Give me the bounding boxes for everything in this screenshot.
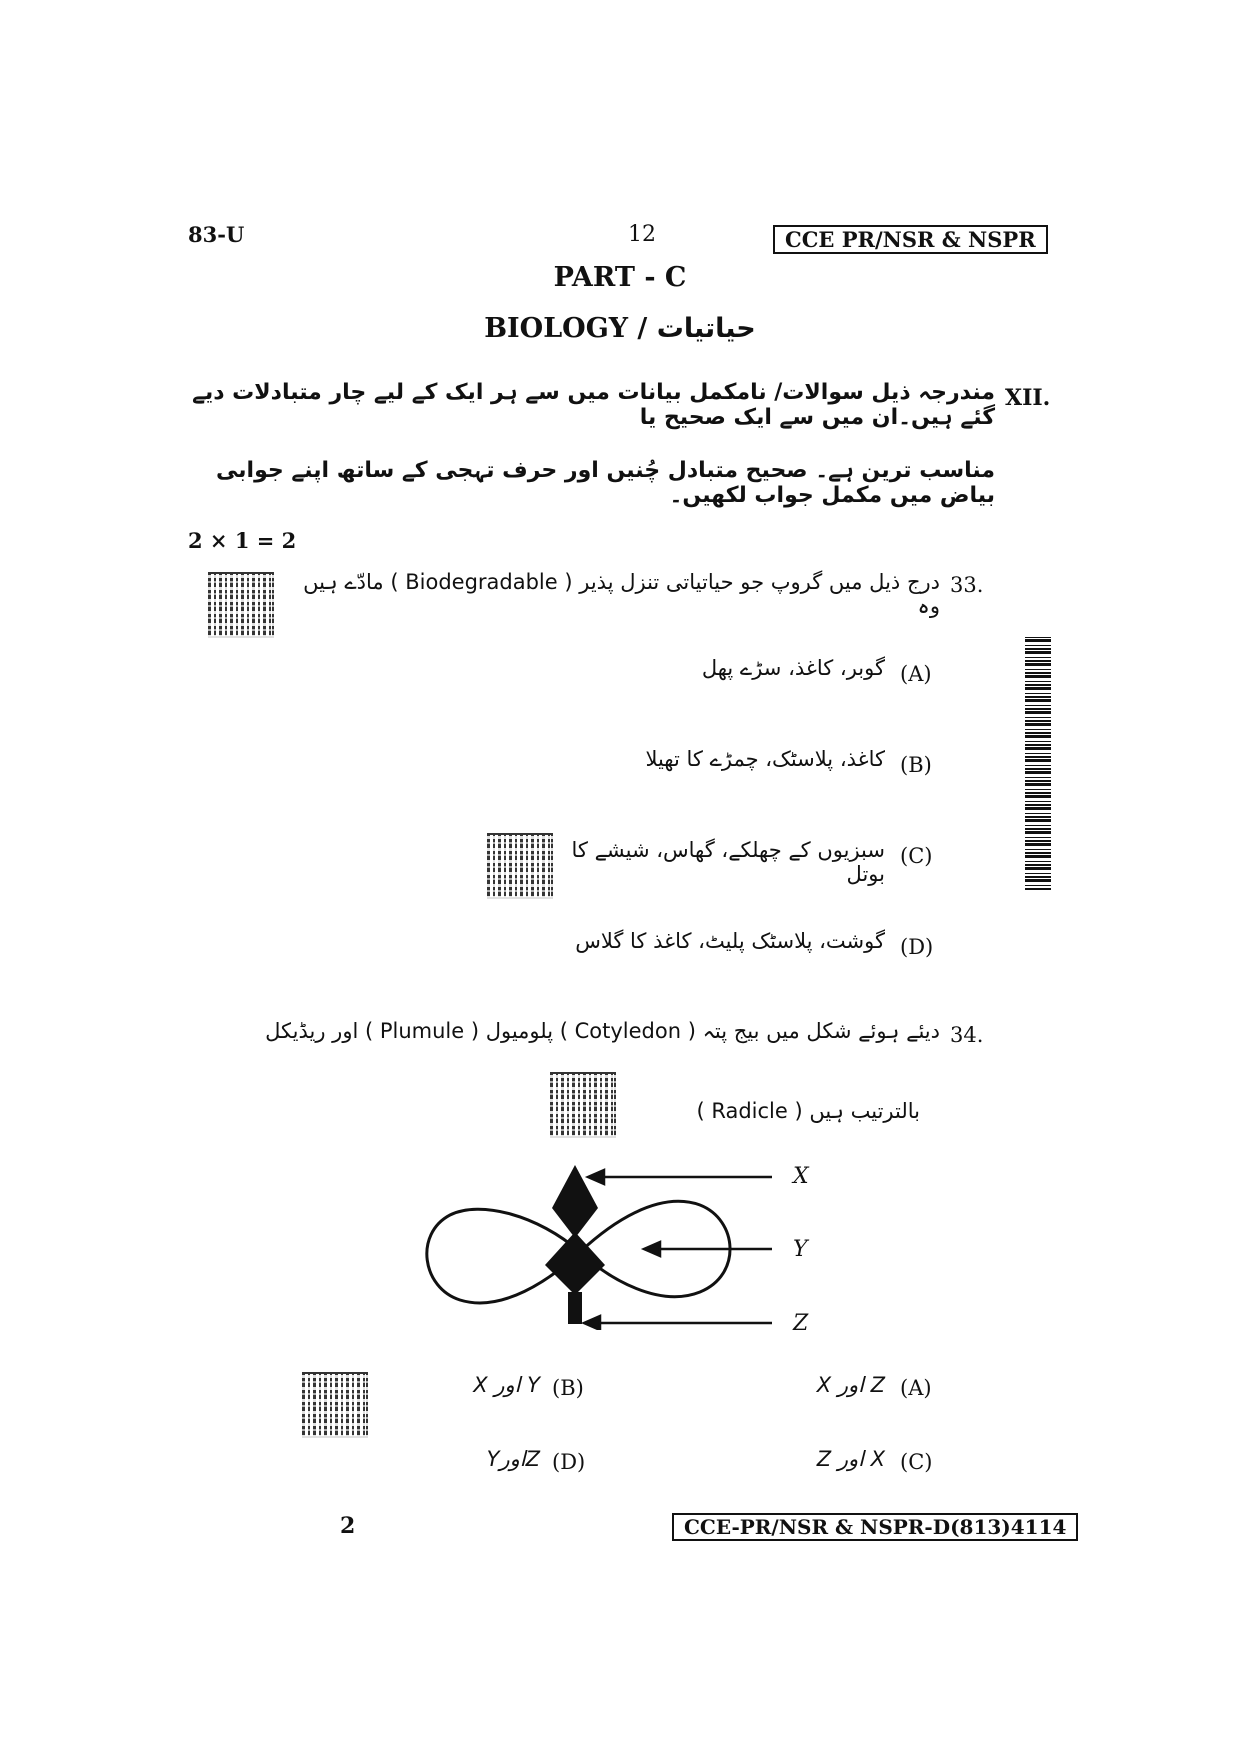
q34-text-line-1: دیئے ہوئے شکل میں بیج پتہ ( Cotyledon ) پلومیول ( Plumule ) اور ریڈیکل [265, 1019, 940, 1043]
marks-scheme: 2 × 1 = 2 [188, 528, 297, 553]
q33-option-d-text: گوشت، پلاسٹک پلیٹ، کاغذ کا گلاس [575, 929, 885, 953]
footer-page-number: 2 [340, 1513, 356, 1539]
subject-english: BIOLOGY / [484, 313, 648, 344]
q34-number: 34. [950, 1023, 984, 1047]
q34-option-d-label: (D) [552, 1450, 586, 1474]
q34-option-d-text: YاورZ [486, 1447, 540, 1471]
instruction-line-1: مندرجہ ذیل سوالات/ نامکمل بیانات میں سے ہر ایک کے لیے چار متبادلات دیے گئے ہیں۔ان میں سے ایک صحیح یا [192, 380, 995, 430]
q34-text-line-2: ( Radicle ) بالترتیب ہیں [696, 1099, 920, 1123]
cotyledon-diamond [545, 1232, 605, 1295]
q33-option-a-text: گوبر، کاغذ، سڑے پھل [701, 656, 885, 680]
label-arrows [584, 1170, 772, 1330]
q33-option-d-label: (D) [900, 935, 934, 959]
qr-code-2 [487, 833, 553, 899]
exam-code-box: CCE PR/NSR & NSPR [773, 225, 1048, 254]
subject-heading [0, 313, 1240, 344]
paper-code: 83-U [188, 222, 245, 247]
page-number: 12 [628, 222, 656, 247]
q33-text: درج ذیل میں گروپ جو حیاتیاتی تنزل پذیر ( Biodegradable ) مادّے ہیں وہ [303, 570, 940, 618]
subject-urdu: حیاتیات [656, 313, 756, 344]
q34-option-c-label: (C) [900, 1450, 933, 1474]
part-heading: PART - C [553, 262, 687, 293]
q33-number: 33. [950, 573, 984, 597]
q34-option-b-text: X اور Y [473, 1373, 540, 1397]
diagram-label-y: Y [793, 1237, 808, 1262]
q33-option-b-label: (B) [900, 753, 932, 777]
section-number: XII. [1005, 385, 1051, 411]
q34-option-b-label: (B) [552, 1376, 584, 1400]
q33-option-c-text: سبزیوں کے چھلکے، گھاس، شیشے کا بوتل [571, 838, 885, 886]
qr-code-1 [208, 572, 274, 638]
q34-option-a-label: (A) [900, 1376, 932, 1400]
q33-option-b-text: کاغذ، پلاسٹک، چمڑے کا تھیلا [645, 747, 885, 771]
instruction-line-2: مناسب ترین ہے۔ صحیح متبادل چُنیں اور حرف تہجی کے ساتھ اپنے جوابی بیاض میں مکمل جواب لکھیں۔ [216, 458, 995, 508]
radicle-shape [568, 1292, 582, 1324]
diagram-label-x: X [793, 1164, 809, 1189]
q33-option-a-label: (A) [900, 662, 932, 686]
q34-option-a-text: X اور Z [816, 1373, 885, 1397]
q33-option-c-label: (C) [900, 844, 933, 868]
diagram-label-z: Z [793, 1311, 809, 1336]
seed-diagram [420, 1160, 820, 1330]
barcode [1025, 637, 1051, 890]
qr-code-4 [302, 1372, 368, 1438]
q34-option-c-text: Z اور X [816, 1447, 885, 1471]
footer-code-box: CCE-PR/NSR & NSPR-D(813)4114 [672, 1513, 1078, 1541]
